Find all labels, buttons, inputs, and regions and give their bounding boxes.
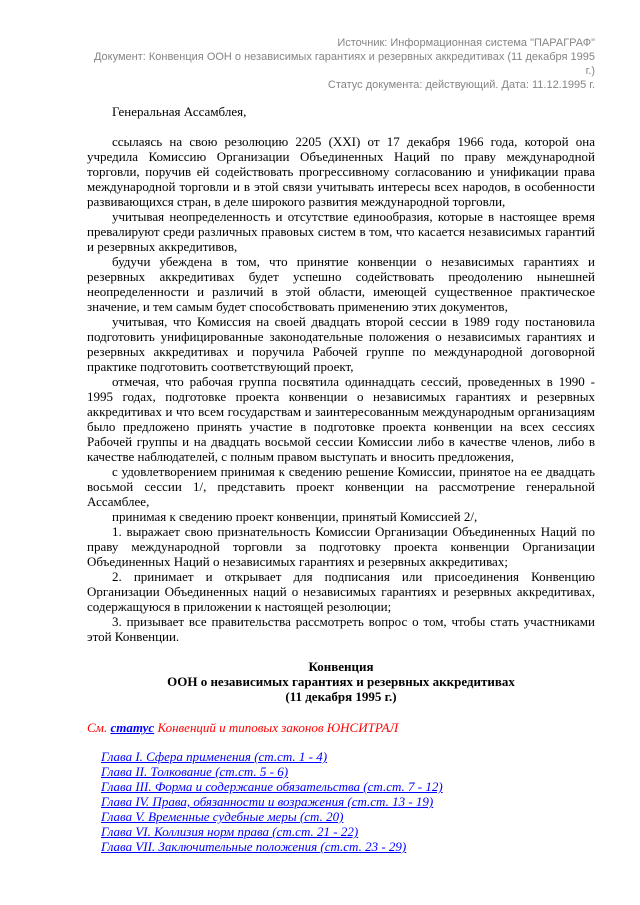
chapter-link-7[interactable]: Глава VII. Заключительные положения (ст.ст. 23 - 29) <box>101 839 407 854</box>
toc-row <box>101 839 595 854</box>
intro-line: Генеральная Ассамблея, <box>112 104 247 119</box>
paragraph: 1. выражает свою признательность Комиссии Организации Объединенных Наций по праву международной торговли за подготовку проекта конвенции Организации Объединенных Наций о независимых гарантиях и резервных аккредитивах; <box>87 524 595 569</box>
meta-document-line: Документ: Конвенция ООН о независимых гарантиях и резервных аккредитивах (11 декабря 1995 г.) <box>93 51 595 77</box>
document-title-line2: ООН о независимых гарантиях и резервных аккредитивах <box>167 674 515 689</box>
chapter-link-2[interactable]: Глава II. Толкование (ст.ст. 5 - 6) <box>101 764 289 779</box>
document-meta-header <box>87 0 595 92</box>
paragraph: с удовлетворением принимая к сведению решение Комиссии, принятое на ее двадцать восьмой сессии 1/, представить проект конвенции на рассмотрение генеральной Ассамблее, <box>87 464 595 509</box>
status-link[interactable]: статус <box>110 720 155 735</box>
toc-row <box>101 764 595 779</box>
blank-line <box>87 119 595 134</box>
paragraph: 2. принимает и открывает для подписания или присоединения Конвенцию Организации Объединенных наций о независимых гарантиях и резервных аккредитивах, содержащуюся в приложении к настоящей резолюции; <box>87 569 595 614</box>
toc-row <box>101 824 595 839</box>
document-title <box>87 659 595 704</box>
paragraph: учитывая, что Комиссия на своей двадцать второй сессии в 1989 году постановила подготовить унифицированные законодательные положения о независимых гарантиях и резервных аккредитивах и поручила Рабочей группе по международной договорной практике подготовить соответствующий проект, <box>87 314 595 374</box>
toc-row <box>101 809 595 824</box>
paragraph: будучи убеждена в том, что принятие конвенции о независимых гарантиях и резервных аккредитивах будет успешно содействовать преодолению нынешней неопределенности и различий в этой области, имеющей существенное практическое значение, и тем самым будет способствовать применению этих документов, <box>87 254 595 314</box>
paragraph: отмечая, что рабочая группа посвятила одиннадцать сессий, проведенных в 1990 - 1995 годах, подготовке проекта конвенции о независимых гарантиях и резервных аккредитивах и что всем государствам и заинтересованным международным организациям было предложено принять участие в подготовке проекта конвенции на всех сессиях Рабочей группы и на двадцать восьмой сессии Комиссии либо в качестве членов, либо в качестве наблюдателей, с полным правом выступать и вносить предложения, <box>87 374 595 464</box>
document-title-line1: Конвенция <box>308 659 374 674</box>
resolution-text <box>87 104 595 644</box>
meta-status-line: Статус документа: действующий. Дата: 11.12.1995 г. <box>327 79 595 91</box>
paragraph: ссылаясь на свою резолюцию 2205 (XXI) от 17 декабря 1966 года, которой она учредила Комиссию Организации Объединенных Наций по праву международной торговли, поручив ей содействовать прогрессивному согласованию и унификации права международной торговли и в этой связи учитывать интересы всех народов, в особенности развивающихся стран, в деле широкого развития международной торговли, <box>87 134 595 209</box>
toc-row <box>101 779 595 794</box>
meta-source-line: Источник: Информационная система "ПАРАГРАФ" <box>337 37 595 49</box>
see-status-suffix: Конвенций и типовых законов ЮНСИТРАЛ <box>154 720 399 735</box>
chapter-link-6[interactable]: Глава VI. Коллизия норм права (ст.ст. 21 - 22) <box>101 824 359 839</box>
document-content <box>87 0 595 854</box>
chapter-link-3[interactable]: Глава III. Форма и содержание обязательства (ст.ст. 7 - 12) <box>101 779 443 794</box>
chapter-link-5[interactable]: Глава V. Временные судебные меры (ст. 20) <box>101 809 344 824</box>
chapter-link-4[interactable]: Глава IV. Права, обязанности и возражения (ст.ст. 13 - 19) <box>101 794 434 809</box>
table-of-contents <box>101 749 595 854</box>
see-status-line <box>87 720 595 735</box>
see-status-prefix: См. <box>87 720 111 735</box>
paragraph: учитывая неопределенность и отсутствие единообразия, которые в настоящее время превалируют среди различных правовых систем в том, что касается независимых гарантий и резервных аккредитивов, <box>87 209 595 254</box>
chapter-link-1[interactable]: Глава I. Сфера применения (ст.ст. 1 - 4) <box>101 749 328 764</box>
document-title-line3: (11 декабря 1995 г.) <box>285 689 397 704</box>
toc-row <box>101 749 595 764</box>
toc-row <box>101 794 595 809</box>
paragraph: 3. призывает все правительства рассмотреть вопрос о том, чтобы стать участниками этой Конвенции. <box>87 614 595 644</box>
paragraph: принимая к сведению проект конвенции, принятый Комиссией 2/, <box>112 509 478 524</box>
